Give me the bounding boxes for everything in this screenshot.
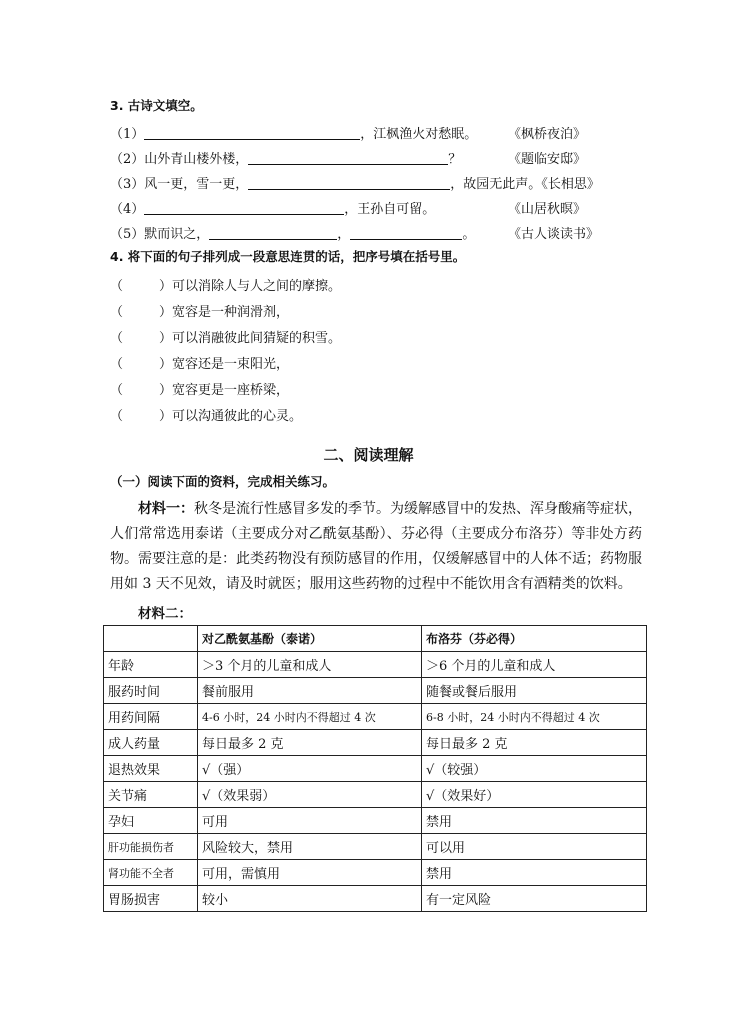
row-label: 孕妇: [104, 808, 198, 834]
item-number: （5）: [110, 227, 145, 242]
open-paren: （: [110, 357, 124, 372]
table-row: [104, 782, 647, 808]
row-label: 服药时间: [104, 678, 198, 704]
sentence-text: 宽容是一种润滑剂，: [172, 305, 290, 320]
q4-sentence-6: [110, 405, 302, 424]
verse-text: 。: [462, 227, 476, 242]
open-paren: （: [110, 279, 124, 294]
table-row: [104, 808, 647, 834]
answer-blank[interactable]: [144, 201, 344, 215]
q3-item-4: [110, 198, 435, 217]
row-label: 肾功能不全者: [104, 860, 198, 886]
drug-comparison-table: [103, 625, 647, 912]
q4-sentence-5: [110, 379, 289, 398]
q3-item-1: [110, 123, 477, 142]
verse-text: ，故园无此声。: [450, 177, 542, 192]
table-row: [104, 860, 647, 886]
item-number: （4）: [110, 202, 145, 217]
table-row: [104, 730, 647, 756]
table-cell: 可以用: [422, 834, 647, 860]
item-number: （1）: [110, 127, 145, 142]
verse-text: ？: [448, 152, 462, 167]
verse-text: ，王孙自可留。: [344, 202, 436, 217]
row-label: 年龄: [104, 652, 198, 678]
table-cell: 6-8 小时，24 小时内不得超过 4 次: [422, 704, 647, 730]
open-paren: （: [110, 409, 124, 424]
row-label: 肝功能损伤者: [104, 834, 198, 860]
verse-text: ，: [337, 227, 351, 242]
q3-source-4: 《山居秋暝》: [508, 202, 587, 217]
answer-blank[interactable]: [248, 176, 450, 190]
table-cell: 有一定风险: [422, 886, 647, 912]
open-paren: （: [110, 305, 124, 320]
table-cell: 4-6 小时，24 小时内不得超过 4 次: [198, 704, 422, 730]
material-one: [110, 497, 642, 597]
answer-blank[interactable]: [248, 151, 448, 165]
table-header-cell: [104, 626, 198, 652]
answer-blank[interactable]: [209, 226, 337, 240]
sentence-text: 宽容更是一座桥梁，: [172, 383, 290, 398]
sentence-text: 可以消除人与人之间的摩擦。: [172, 279, 342, 294]
table-row: [104, 704, 647, 730]
row-label: 成人药量: [104, 730, 198, 756]
q3-title: 3. 古诗文填空。: [110, 98, 203, 113]
q3-item-3: [110, 173, 600, 192]
material-one-text: 秋冬是流行性感冒多发的季节。为缓解感冒中的发热、浑身酸痛等症状，人们常常选用泰诺（主要成分对乙酰氨基酚）、芬必得（主要成分布洛芬）等非处方药物。需要注意的是：此类药物没有预防感冒的作用，仅缓解感冒中的人体不适；药物服用如 3 天不见效，请及时就医；服用这些药物的过程中不能饮用含有酒精类的饮料。: [110, 501, 642, 592]
close-paren: ）: [159, 383, 173, 398]
q4-sentence-1: [110, 275, 341, 294]
q4-sentence-4: [110, 353, 289, 372]
close-paren: ）: [159, 331, 173, 346]
subsection-title: （一）阅读下面的资料，完成相关练习。: [110, 474, 336, 489]
row-label: 关节痛: [104, 782, 198, 808]
table-cell: 禁用: [422, 808, 647, 834]
close-paren: ）: [159, 279, 173, 294]
verse-text: 风一更，雪一更，: [144, 177, 249, 192]
table-row: [104, 886, 647, 912]
table-header-row: [104, 626, 647, 652]
table-header-cell: 对乙酰氨基酚（泰诺）: [198, 626, 422, 652]
close-paren: ）: [159, 409, 173, 424]
table-cell: 餐前服用: [198, 678, 422, 704]
verse-text: ，江枫渔火对愁眠。: [360, 127, 478, 142]
row-label: 退热效果: [104, 756, 198, 782]
q4-sentence-2: [110, 301, 289, 320]
q4-sentence-3: [110, 327, 341, 346]
table-row: [104, 678, 647, 704]
verse-text: 默而识之，: [144, 227, 210, 242]
table-cell: √（强）: [198, 756, 422, 782]
table-row: [104, 756, 647, 782]
item-number: （2）: [110, 152, 145, 167]
sentence-text: 可以消融彼此间猜疑的积雪。: [172, 331, 342, 346]
table-cell: ＞6 个月的儿童和成人: [422, 652, 647, 678]
table-header-cell: 布洛芬（芬必得）: [422, 626, 647, 652]
table-row: [104, 834, 647, 860]
row-label: 用药间隔: [104, 704, 198, 730]
material-two-label: 材料二：: [138, 606, 192, 622]
table-cell: 禁用: [422, 860, 647, 886]
close-paren: ）: [159, 357, 173, 372]
table-cell: 风险较大，禁用: [198, 834, 422, 860]
sentence-text: 宽容还是一束阳光，: [172, 357, 290, 372]
table-cell: 每日最多 2 克: [422, 730, 647, 756]
table-cell: √（效果好）: [422, 782, 647, 808]
table-cell: 可用: [198, 808, 422, 834]
table-cell: √（效果弱）: [198, 782, 422, 808]
section-heading: 二、阅读理解: [323, 446, 414, 464]
q3-source-1: 《枫桥夜泊》: [508, 127, 587, 142]
material-one-label: 材料一：: [138, 501, 194, 517]
open-paren: （: [110, 383, 124, 398]
close-paren: ）: [159, 305, 173, 320]
q3-source-2: 《题临安邸》: [508, 152, 587, 167]
answer-blank[interactable]: [144, 126, 360, 140]
table-row: [104, 652, 647, 678]
item-number: （3）: [110, 177, 145, 192]
q3-source-5: 《古人谈读书》: [508, 227, 600, 242]
table-cell: 每日最多 2 克: [198, 730, 422, 756]
table-cell: 可用，需慎用: [198, 860, 422, 886]
open-paren: （: [110, 331, 124, 346]
q3-item-5: [110, 223, 475, 242]
answer-blank[interactable]: [350, 226, 462, 240]
sentence-text: 可以沟通彼此的心灵。: [172, 409, 303, 424]
table-cell: ＞3 个月的儿童和成人: [198, 652, 422, 678]
q3-item-2: [110, 148, 461, 167]
table-cell: 随餐或餐后服用: [422, 678, 647, 704]
table-cell: 较小: [198, 886, 422, 912]
q3-source-3: 《长相思》: [541, 177, 600, 192]
verse-text: 山外青山楼外楼，: [144, 152, 249, 167]
table-cell: √（较强）: [422, 756, 647, 782]
row-label: 胃肠损害: [104, 886, 198, 912]
q4-title: 4. 将下面的句子排列成一段意思连贯的话，把序号填在括号里。: [110, 249, 466, 264]
